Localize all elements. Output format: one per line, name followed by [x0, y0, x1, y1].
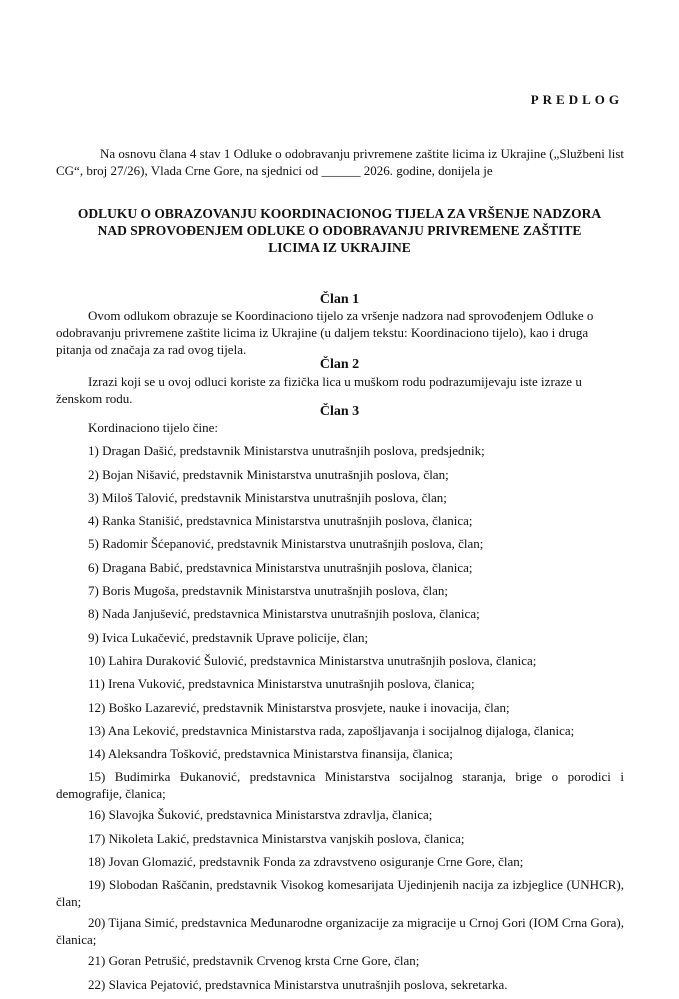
- list-item: 6) Dragana Babić, predstavnica Ministarstva unutrašnjih poslova, članica;: [88, 559, 473, 575]
- draft-label: PREDLOG: [530, 92, 623, 107]
- list-item: 1) Dragan Dašić, predstavnik Ministarstva unutrašnjih poslova, predsjednik;: [88, 443, 485, 459]
- member-list-lead: Kordinaciono tijelo čine:: [88, 420, 218, 435]
- list-item: 8) Nada Janjušević, predstavnica Ministarstva unutrašnjih poslova, članica;: [88, 606, 480, 622]
- list-item: 20) Tijana Simić, predstavnica Međunarodne organizacije za migracije u Crnoj Gori (IOM Crna Gora), članica;: [56, 915, 624, 948]
- list-item: 7) Boris Mugoša, predstavnik Ministarstva unutrašnjih poslova, član;: [88, 583, 448, 599]
- list-item: 17) Nikoleta Lakić, predstavnica Ministarstva vanjskih poslova, članica;: [88, 830, 465, 846]
- decision-title: ODLUKU O OBRAZOVANJU KOORDINACIONOG TIJELA ZA VRŠENJE NADZORA NAD SPROVOĐENJEM ODLUKE O ODOBRAVANJU PRIVREMENE ZAŠTITE LICIMA IZ UKRAJINE: [77, 206, 602, 255]
- list-item: 15) Budimirka Đukanović, predstavnica Ministarstva socijalnog staranja, brige o porodici i demografije, članica;: [56, 769, 624, 802]
- member-list: [56, 419, 624, 999]
- article-3-heading: Član 3: [319, 404, 360, 419]
- list-item: 5) Radomir Šćepanović, predstavnik Ministarstva unutrašnjih poslova, član;: [88, 536, 484, 552]
- list-item: 12) Boško Lazarević, predstavnik Ministarstva prosvjete, nauke i inovacija, član;: [88, 699, 510, 715]
- list-item: 14) Aleksandra Tošković, predstavnica Ministarstva finansija, članica;: [88, 746, 453, 762]
- article-1-text: Ovom odlukom obrazuje se Koordinaciono tijelo za vršenje nadzora nad sprovođenjem Odluke o odobravanju privremene zaštite licima iz Ukrajine (u daljem tekstu: Koordinaciono tijelo), kao i druga pitanja od značaja za rad ovog tijela.: [56, 308, 594, 357]
- list-item: 18) Jovan Glomazić, predstavnik Fonda za zdravstveno osiguranje Crne Gore, član;: [88, 854, 524, 870]
- list-item: 2) Bojan Nišavić, predstavnik Ministarstva unutrašnjih poslova, član;: [88, 466, 449, 482]
- article-2-heading: Član 2: [319, 357, 360, 372]
- list-item: 22) Slavica Pejatović, predstavnica Ministarstva unutrašnjih poslova, sekretarka.: [88, 976, 508, 992]
- intro-paragraph: Na osnovu člana 4 stav 1 Odluke o odobravanju privremene zaštite licima iz Ukrajine („Službeni list CG“, broj 27/26), Vlada Crne Gore, na sjednici od ______ 2026. godine, donijela je: [56, 146, 624, 178]
- list-item: 21) Goran Petrušić, predstavnik Crvenog krsta Crne Gore, član;: [88, 953, 420, 969]
- article-2-text: Izrazi koji se u ovoj odluci koriste za fizička lica u muškom rodu podrazumijevaju iste izraze u ženskom rodu.: [56, 374, 582, 406]
- list-item: 11) Irena Vuković, predstavnica Ministarstva unutrašnjih poslova, članica;: [88, 676, 475, 692]
- article-1-heading: Član 1: [319, 292, 360, 307]
- list-item: 13) Ana Leković, predstavnica Ministarstva rada, zapošljavanja i socijalnog dijaloga, članica;: [88, 722, 575, 738]
- list-item: 4) Ranka Stanišić, predstavnica Ministarstva unutrašnjih poslova, članica;: [88, 513, 473, 529]
- list-item: 9) Ivica Lukačević, predstavnik Uprave policije, član;: [88, 629, 369, 645]
- list-item: 10) Lahira Duraković Šulović, predstavnica Ministarstva unutrašnjih poslova, članica;: [88, 652, 537, 668]
- list-item: 16) Slavojka Šuković, predstavnica Ministarstva zdravlja, članica;: [88, 807, 433, 823]
- list-item: 3) Miloš Talović, predstavnik Ministarstva unutrašnjih poslova, član;: [88, 489, 447, 505]
- list-item: 19) Slobodan Raščanin, predstavnik Visokog komesarijata Ujedinjenih nacija za izbjeglice (UNHCR), član;: [56, 877, 624, 910]
